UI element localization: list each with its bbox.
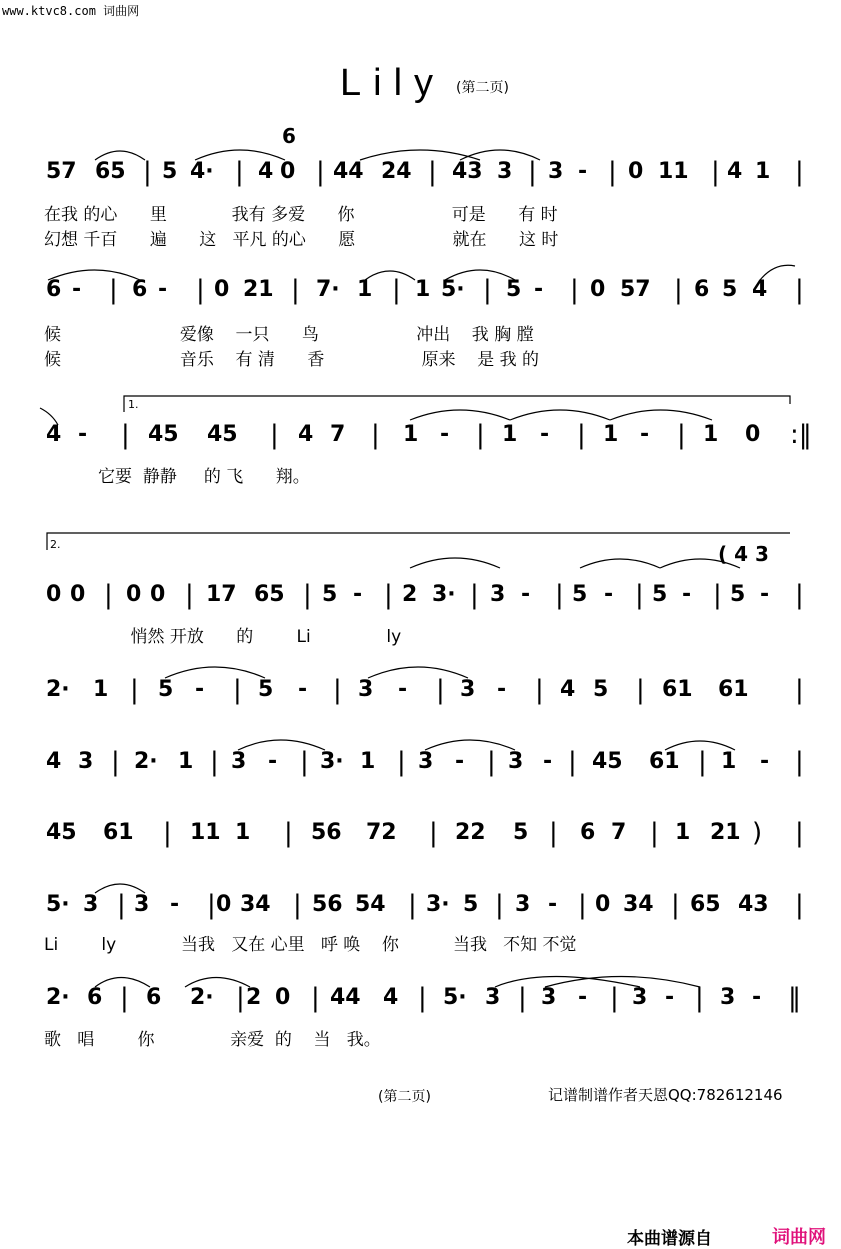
lyric-line: 它要 静静 的 飞 翔。	[44, 467, 310, 487]
slur	[238, 740, 325, 750]
note: 6	[46, 277, 62, 302]
note: 44	[330, 985, 361, 1010]
slur	[445, 270, 515, 280]
note: 43	[738, 892, 769, 917]
note: 5·	[441, 277, 465, 302]
note: 6	[146, 985, 162, 1010]
note: 61	[649, 749, 680, 774]
page-note: (第二页)	[456, 80, 509, 96]
barline: |	[795, 818, 804, 848]
note: 2·	[134, 749, 158, 774]
barline: |	[555, 580, 564, 610]
note: -	[298, 677, 308, 702]
note: 17	[206, 582, 237, 607]
barline: |	[698, 747, 707, 777]
note: 3	[83, 892, 99, 917]
note: 3	[508, 749, 524, 774]
barline: |	[418, 983, 427, 1013]
note: 3	[548, 159, 564, 184]
barline: |	[143, 157, 152, 187]
barline: |	[528, 157, 537, 187]
barline: ‖	[788, 983, 801, 1013]
barline: |	[270, 420, 279, 450]
note: 3	[497, 159, 513, 184]
note: 34	[623, 892, 654, 917]
note: 0	[745, 422, 761, 447]
barline: )	[752, 818, 763, 848]
barline: |	[291, 275, 300, 305]
note: 7·	[316, 277, 340, 302]
barline: |	[795, 275, 804, 305]
note: -	[353, 582, 363, 607]
note: 1	[235, 820, 251, 845]
note: 65	[254, 582, 285, 607]
barline: |	[674, 275, 683, 305]
barline: |	[121, 420, 130, 450]
source-label: 本曲谱源自	[627, 1229, 712, 1249]
note: 43	[452, 159, 483, 184]
note: 7	[611, 820, 627, 845]
lyric-line: 歌 唱 你 亲爱 的 当 我。	[44, 1030, 381, 1050]
note: 0	[216, 892, 232, 917]
note: 5	[463, 892, 479, 917]
note: -	[440, 422, 450, 447]
note: -	[398, 677, 408, 702]
note: 56	[311, 820, 342, 845]
note: 5	[322, 582, 338, 607]
note: 2	[402, 582, 418, 607]
note: -	[543, 749, 553, 774]
note: 61	[103, 820, 134, 845]
note: 4	[727, 159, 743, 184]
slur	[95, 151, 145, 160]
note: 57	[46, 159, 77, 184]
slur	[165, 667, 265, 678]
slur	[460, 150, 540, 160]
note: 3	[720, 985, 736, 1010]
barline: |	[608, 157, 617, 187]
note: 0	[590, 277, 606, 302]
note: 45	[46, 820, 77, 845]
note: 2·	[46, 985, 70, 1010]
barline: |	[392, 275, 401, 305]
barline: |	[483, 275, 492, 305]
barline: |	[111, 747, 120, 777]
note: 4	[752, 277, 768, 302]
barline: |	[470, 580, 479, 610]
note: -	[578, 159, 588, 184]
note: -	[548, 892, 558, 917]
note: 0	[275, 985, 291, 1010]
lyric-line: 候 爱像 一只 鸟 冲出 我 胸 膛	[44, 325, 534, 345]
note: 4	[258, 159, 274, 184]
note: 57	[620, 277, 651, 302]
note: 61	[662, 677, 693, 702]
note: -	[682, 582, 692, 607]
note: 4	[560, 677, 576, 702]
barline: |	[233, 675, 242, 705]
barline: |	[316, 157, 325, 187]
note: 45	[207, 422, 238, 447]
site-logo[interactable]: 词曲网	[772, 1227, 826, 1248]
note: -	[455, 749, 465, 774]
note: -	[760, 582, 770, 607]
note: 44	[333, 159, 364, 184]
note: 45	[592, 749, 623, 774]
note: -	[78, 422, 88, 447]
note: 4·	[190, 159, 214, 184]
barline: |	[130, 675, 139, 705]
lyric-line: 悄然 开放 的 Li ly	[44, 627, 402, 647]
barline: |	[570, 275, 579, 305]
note: 7	[330, 422, 346, 447]
song-title: Lily	[340, 62, 446, 104]
note: 5	[162, 159, 178, 184]
note: 3	[515, 892, 531, 917]
slur	[48, 270, 140, 280]
barline: |	[671, 890, 680, 920]
note: 3·	[426, 892, 450, 917]
note: 5	[730, 582, 746, 607]
slur	[760, 265, 795, 280]
footer-page-note: (第二页)	[378, 1089, 431, 1105]
note: 65	[690, 892, 721, 917]
note: 3	[460, 677, 476, 702]
note: 54	[355, 892, 386, 917]
barline: |	[635, 580, 644, 610]
note: 5·	[443, 985, 467, 1010]
slur	[95, 884, 145, 893]
note: 72	[366, 820, 397, 845]
note: 0	[280, 159, 296, 184]
note: 0	[214, 277, 230, 302]
note: -	[534, 277, 544, 302]
note: 0	[150, 582, 166, 607]
note: 0	[46, 582, 62, 607]
barline: |	[300, 747, 309, 777]
slur	[580, 559, 660, 568]
barline: |	[104, 580, 113, 610]
note: 4	[298, 422, 314, 447]
barline: |	[711, 157, 720, 187]
note: 65	[95, 159, 126, 184]
note: 5	[572, 582, 588, 607]
paren-open-notes: ( 4 3	[718, 542, 769, 566]
slur	[510, 410, 610, 420]
note: 5·	[46, 892, 70, 917]
note: 1	[502, 422, 518, 447]
note: 6	[580, 820, 596, 845]
note: 11	[190, 820, 221, 845]
barline: |	[196, 275, 205, 305]
note: 56	[312, 892, 343, 917]
note: 5	[593, 677, 609, 702]
note: -	[604, 582, 614, 607]
lyric-line: 候 音乐 有 清 香 原来 是 我 的	[44, 350, 540, 370]
note: 5	[722, 277, 738, 302]
note: 5	[652, 582, 668, 607]
barline: |	[549, 818, 558, 848]
note: 1	[415, 277, 431, 302]
note: 3	[485, 985, 501, 1010]
note: 5	[506, 277, 522, 302]
barline: |	[487, 747, 496, 777]
barline: |	[120, 983, 129, 1013]
barline: |	[535, 675, 544, 705]
note: -	[158, 277, 168, 302]
barline: |	[333, 675, 342, 705]
note: 1	[703, 422, 719, 447]
note: 6	[132, 277, 148, 302]
barline: |	[713, 580, 722, 610]
slur	[195, 150, 285, 160]
slur	[660, 559, 740, 568]
note: 4	[46, 749, 62, 774]
slur	[410, 558, 500, 568]
barline: |	[695, 983, 704, 1013]
barline: |	[578, 890, 587, 920]
note: 24	[381, 159, 412, 184]
barline: |	[476, 420, 485, 450]
barline: |	[397, 747, 406, 777]
barline: |	[429, 818, 438, 848]
note: -	[640, 422, 650, 447]
above-note-6: 6	[282, 124, 296, 148]
note: -	[540, 422, 550, 447]
barline: |	[495, 890, 504, 920]
barline: |	[436, 675, 445, 705]
note: 34	[240, 892, 271, 917]
barline: |	[311, 983, 320, 1013]
note: 45	[148, 422, 179, 447]
barline: |	[795, 747, 804, 777]
note: -	[665, 985, 675, 1010]
barline: |	[371, 420, 380, 450]
barline: |	[109, 275, 118, 305]
note: 22	[455, 820, 486, 845]
slur	[40, 408, 58, 425]
barline: |	[795, 157, 804, 187]
note: 1	[721, 749, 737, 774]
barline: |	[677, 420, 686, 450]
note: -	[752, 985, 762, 1010]
note: 1	[93, 677, 109, 702]
slur	[545, 977, 700, 988]
slur	[365, 271, 415, 280]
note: 3	[358, 677, 374, 702]
slur	[410, 410, 510, 420]
note: 3	[418, 749, 434, 774]
note: 5	[258, 677, 274, 702]
barline: |	[207, 890, 216, 920]
lyric-line: 在我 的心 里 我有 多爱 你 可是 有 时	[44, 205, 558, 225]
barline: |	[636, 675, 645, 705]
note: 3·	[432, 582, 456, 607]
note: 1	[755, 159, 771, 184]
note: 21	[710, 820, 741, 845]
site-url: www.ktvc8.com 词曲网	[2, 4, 140, 18]
note: 6	[87, 985, 103, 1010]
note: 3	[134, 892, 150, 917]
slur	[95, 978, 150, 988]
slur	[425, 740, 515, 750]
note: -	[72, 277, 82, 302]
slur	[610, 410, 712, 420]
slur	[665, 741, 735, 750]
note: 3	[490, 582, 506, 607]
barline: |	[303, 580, 312, 610]
note: 11	[658, 159, 689, 184]
volta-2-label: 2.	[50, 538, 61, 551]
barline: |	[236, 983, 245, 1013]
volta-1-label: 1.	[128, 398, 139, 411]
note: 5	[513, 820, 529, 845]
note: 61	[718, 677, 749, 702]
note: 4	[383, 985, 399, 1010]
note: -	[195, 677, 205, 702]
note: 1	[603, 422, 619, 447]
note: -	[521, 582, 531, 607]
barline: |	[293, 890, 302, 920]
slur	[185, 978, 250, 988]
barline: |	[795, 580, 804, 610]
note: 3	[231, 749, 247, 774]
note: 2·	[46, 677, 70, 702]
barline: |	[284, 818, 293, 848]
barline: |	[117, 890, 126, 920]
note: 3	[632, 985, 648, 1010]
lyric-line: Li ly 当我 又在 心里 呼 唤 你 当我 不知 不觉	[44, 935, 577, 955]
note: 3	[541, 985, 557, 1010]
note: 1	[357, 277, 373, 302]
lyric-line: 幻想 千百 遍 这 平凡 的心 愿 就在 这 时	[44, 230, 559, 250]
note: 5	[158, 677, 174, 702]
barline: |	[610, 983, 619, 1013]
note: 0	[628, 159, 644, 184]
barline: |	[235, 157, 244, 187]
note: 1	[178, 749, 194, 774]
barline: |	[795, 890, 804, 920]
barline: |	[577, 420, 586, 450]
note: -	[170, 892, 180, 917]
barline: |	[428, 157, 437, 187]
barline: |	[185, 580, 194, 610]
note: 21	[243, 277, 274, 302]
barline: |	[795, 675, 804, 705]
note: 2·	[190, 985, 214, 1010]
note: 1	[403, 422, 419, 447]
volta-bracket	[47, 533, 790, 550]
author-credit: 记谱制谱作者天恩QQ:782612146	[548, 1086, 783, 1104]
note: 0	[595, 892, 611, 917]
note: 4	[46, 422, 62, 447]
barline: :‖	[790, 420, 812, 450]
note: 0	[126, 582, 142, 607]
note: 1	[675, 820, 691, 845]
note: -	[268, 749, 278, 774]
barline: |	[384, 580, 393, 610]
barline: |	[518, 983, 527, 1013]
barline: |	[650, 818, 659, 848]
slur	[368, 667, 468, 678]
note: -	[578, 985, 588, 1010]
note: 3	[78, 749, 94, 774]
note: -	[760, 749, 770, 774]
barline: |	[408, 890, 417, 920]
note: -	[497, 677, 507, 702]
barline: |	[163, 818, 172, 848]
barline: |	[568, 747, 577, 777]
note: 6	[694, 277, 710, 302]
note: 3·	[320, 749, 344, 774]
note: 0	[70, 582, 86, 607]
note: 2	[246, 985, 262, 1010]
barline: |	[210, 747, 219, 777]
note: 1	[360, 749, 376, 774]
